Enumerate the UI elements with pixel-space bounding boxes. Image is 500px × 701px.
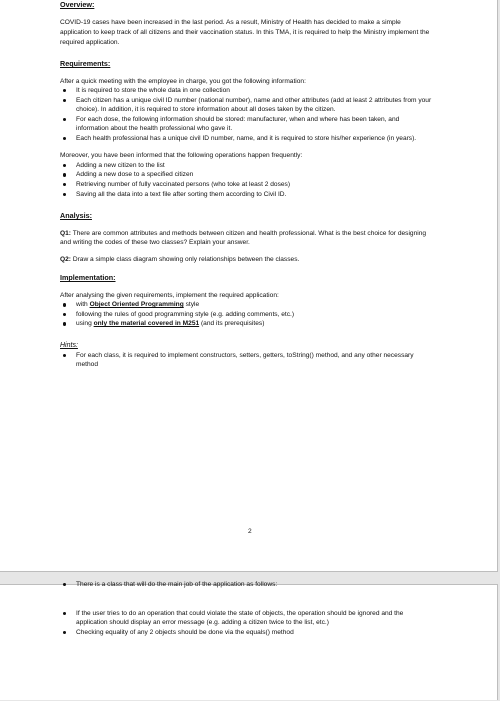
implementation-item: following the rules of good programming style (e.g. adding comments, etc.) [60, 310, 433, 320]
page-2-rules-list [60, 609, 433, 638]
page-1-content [60, 0, 433, 370]
requirements-item: For each dose, the following information should be stored: manufacturer, when and where has been taken, and information about the health professional who gave it. [60, 115, 433, 134]
operation-item: Saving all the data into a text file after sorting them according to Civil ID. [60, 190, 433, 200]
overview-paragraph: COVID-19 cases have been increased in the last period. As a result, Ministry of Health has decided to make a simple application to keep track of all citizens and their vaccination status. In this TMA, it is required to help the Ministry implement the required application. [60, 19, 430, 46]
document-page-2 [0, 581, 498, 700]
implementation-item [60, 300, 433, 310]
hints-heading: Hints: [60, 341, 78, 349]
operation-item: Retrieving number of fully vaccinated persons (who toke at least 2 doses) [60, 180, 433, 190]
oop-emphasis: Object Oriented Programming [89, 301, 184, 309]
implementation-heading: Implementation: [60, 273, 116, 283]
analysis-q1 [60, 229, 433, 248]
operations-list [60, 161, 433, 199]
requirements-intro: After a quick meeting with the employee in charge, you got the following information: [60, 77, 306, 85]
requirements-list [60, 86, 433, 143]
hints-list [60, 351, 433, 370]
operation-item: Adding a new citizen to the list [60, 161, 433, 171]
implementation-item-suffix: style [183, 301, 200, 309]
hint-item: For each class, it is required to implement constructors, setters, getters, toString() method, and any other necessary method [60, 351, 433, 370]
q2-text: Draw a simple class diagram showing only relationships between the classes. [71, 255, 300, 263]
implementation-item-suffix: (and its prerequisites) [199, 320, 265, 328]
implementation-item-prefix: using [76, 320, 94, 328]
implementation-item [60, 319, 433, 329]
analysis-q2 [60, 255, 433, 265]
q2-label: Q2: [60, 255, 71, 263]
page-2-rule-item: If the user tries to do an operation that could violate the state of objects, the operation should be ignored and the application should display an error message (e.g. adding a citizen twice to the list, etc.) [60, 609, 433, 628]
q1-text: There are common attributes and methods between citizen and health professional. What is the best choice for designing and writing the codes of these two classes? Explain your answer. [60, 229, 427, 247]
page-2-cut-item: There is a class that will do the main job of the application as follows: [60, 580, 433, 590]
page-2-rule-item: Checking equality of any 2 objects should be done via the equals() method [60, 628, 433, 638]
operations-intro: Moreover, you have been informed that the following operations happen frequently: [60, 152, 303, 160]
analysis-heading: Analysis: [60, 211, 92, 221]
requirements-item: Each citizen has a unique civil ID number (national number), name and other attributes (add at least 2 attributes from your choice). In addition, it is required to store information about all doses taken by the citizen. [60, 96, 433, 115]
implementation-item-prefix: with [76, 301, 90, 309]
q1-label: Q1: [60, 229, 71, 237]
page-number: 2 [248, 528, 252, 535]
page-2-list [60, 580, 433, 590]
overview-heading: Overview: [60, 0, 95, 9]
requirements-item: Each health professional has a unique civil ID number, name, and it is required to store his/her experience (in years). [60, 134, 433, 144]
requirements-heading: Requirements: [60, 59, 111, 69]
requirements-item: It is required to store the whole data in one collection [60, 86, 433, 96]
implementation-intro: After analysing the given requirements, implement the required application: [60, 291, 279, 299]
m251-emphasis: only the material covered in M251 [93, 320, 200, 328]
operation-item: Adding a new dose to a specified citizen [60, 170, 433, 180]
implementation-list [60, 300, 433, 329]
page-2-content [60, 581, 433, 701]
